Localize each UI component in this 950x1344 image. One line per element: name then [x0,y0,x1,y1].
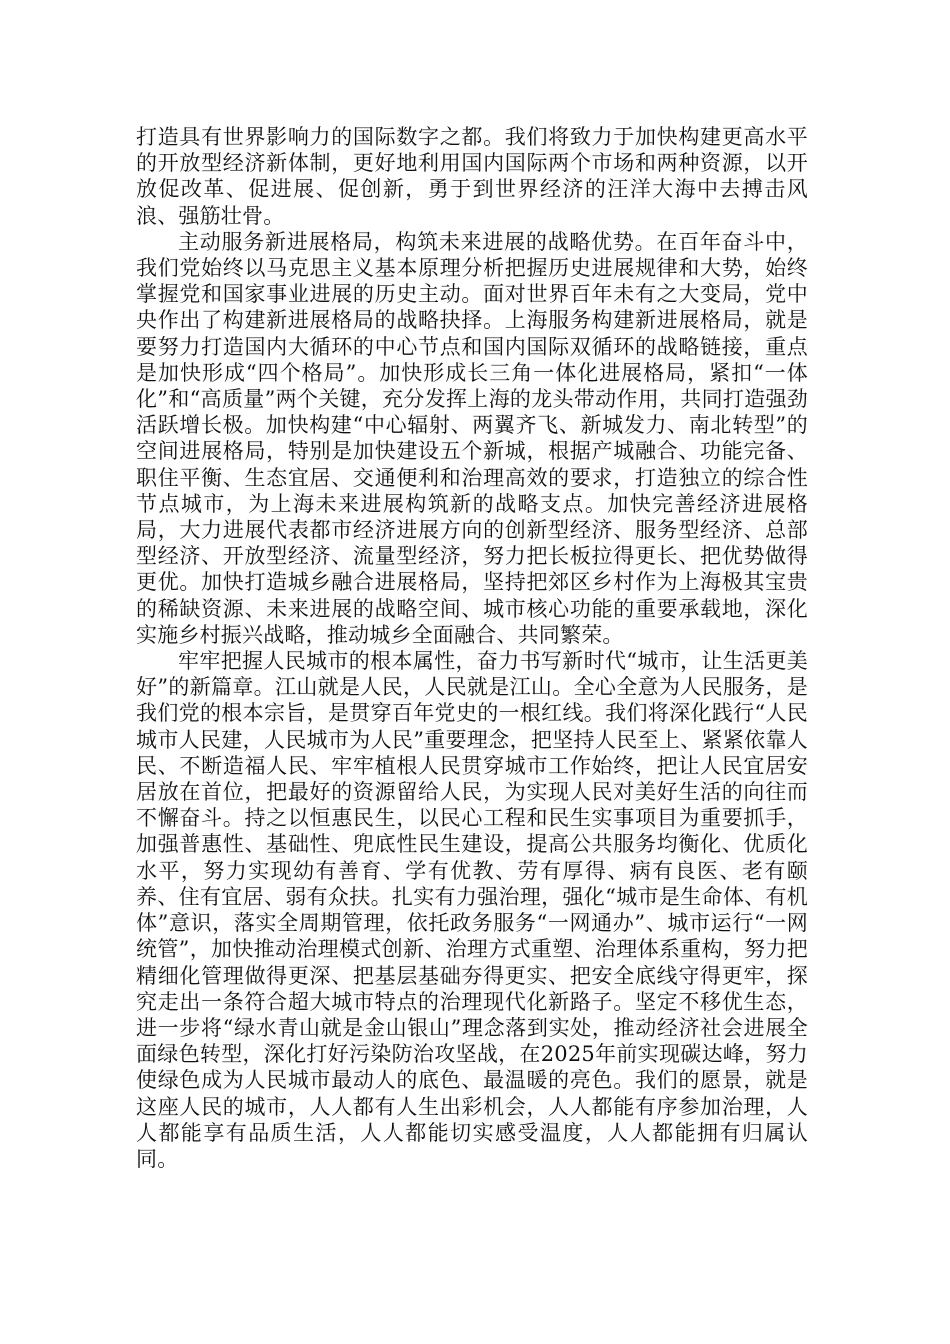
paragraph-1: 打造具有世界影响力的国际数字之都。我们将致力于加快构建更高水平的开放型经济新体制，更好地利用国内国际两个市场和两种资源，以开放促改革、促进展、促创新，勇于到世界经济的汪洋大海中去搏击风浪、强筋壮骨。 [136,125,808,228]
paragraph-3: 牢牢把握人民城市的根本属性，奋力书写新时代“城市，让生活更美好”的新篇章。江山就是人民，人民就是江山。全心全意为人民服务，是我们党的根本宗旨，是贯穿百年党史的一根红线。我们将深化践行“人民城市人民建，人民城市为人民”重要理念，把坚持人民至上、紧紧依靠人民、不断造福人民、牢牢植根人民贯穿城市工作始终，把让人民宜居安居放在首位，把最好的资源留给人民，为实现人民对美好生活的向往而不懈奋斗。持之以恒惠民生，以民心工程和民生实事项目为重要抓手，加强普惠性、基础性、兜底性民生建设，提高公共服务均衡化、优质化水平，努力实现幼有善育、学有优教、劳有厚得、病有良医、老有颐养、住有宜居、弱有众扶。扎实有力强治理，强化“城市是生命体、有机体”意识，落实全周期管理，依托政务服务“一网通办”、城市运行“一网统管”，加快推动治理模式创新、治理方式重塑、治理体系重构，努力把精细化管理做得更深、把基层基础夯得更实、把安全底线守得更牢，探究走出一条符合超大城市特点的治理现代化新路子。坚定不移优生态，进一步将“绿水青山就是金山银山”理念落到实处，推动经济社会进展全面绿色转型，深化打好污染防治攻坚战，在2025年前实现碳达峰，努力使绿色成为人民城市最动人的底色、最温暖的亮色。我们的愿景，就是这座人民的城市，人人都有人生出彩机会，人人都能有序参加治理，人人都能享有品质生活，人人都能切实感受温度，人人都能拥有归属认同。 [136,649,808,1171]
paragraph-2: 主动服务新进展格局，构筑未来进展的战略优势。在百年奋斗中，我们党始终以马克思主义基本原理分析把握历史进展规律和大势，始终掌握党和国家事业进展的历史主动。面对世界百年未有之大变局，党中央作出了构建新进展格局的战略抉择。上海服务构建新进展格局，就是要努力打造国内大循环的中心节点和国内国际双循环的战略链接，重点是加快形成“四个格局”。加快形成长三角一体化进展格局，紧扣“一体化”和“高质量”两个关键，充分发挥上海的龙头带动作用，共同打造强劲活跃增长极。加快构建“中心辐射、两翼齐飞、新城发力、南北转型”的空间进展格局，特别是加快建设五个新城，根据产城融合、功能完备、职住平衡、生态宜居、交通便利和治理高效的要求，打造独立的综合性节点城市，为上海未来进展构筑新的战略支点。加快完善经济进展格局，大力进展代表都市经济进展方向的创新型经济、服务型经济、总部型经济、开放型经济、流量型经济，努力把长板拉得更长、把优势做得更优。加快打造城乡融合进展格局，坚持把郊区乡村作为上海极其宝贵的稀缺资源、未来进展的战略空间、城市核心功能的重要承载地，深化实施乡村振兴战略，推动城乡全面融合、共同繁荣。 [136,229,808,647]
document-page [136,124,808,1172]
